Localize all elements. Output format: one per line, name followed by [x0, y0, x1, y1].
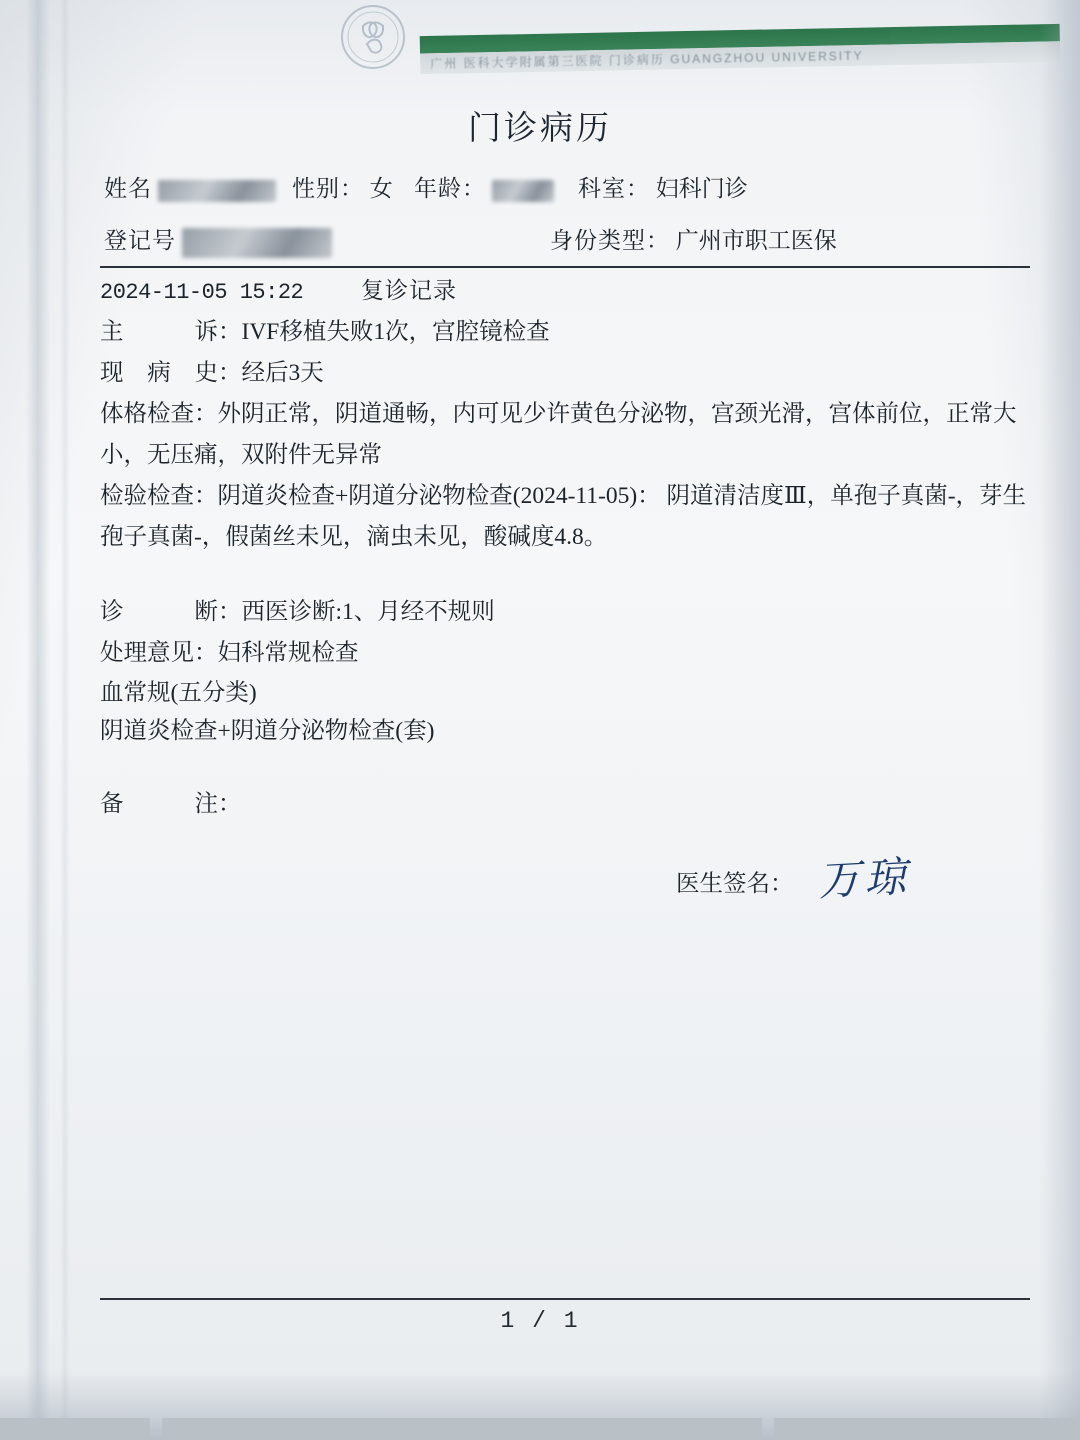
colon-6: ：: [194, 640, 218, 666]
plan-line-2-row: [100, 674, 1045, 712]
patient-age-field: [414, 170, 554, 203]
page-title: 门诊病历: [468, 111, 612, 147]
visit-type: 复诊记录: [360, 278, 457, 303]
patient-name-redaction: [158, 180, 276, 202]
plan-line-3: 阴道炎检查+阴道分泌物检查(套): [100, 718, 435, 744]
patient-gender-label: 性别：: [292, 176, 364, 201]
letterhead-band: [420, 24, 1061, 74]
right-edge-shadow: [1040, 0, 1080, 1440]
chief-complaint-row: [100, 312, 1045, 353]
page-number: 1 / 1: [500, 1308, 580, 1334]
department-field: [578, 170, 748, 203]
plan-label: 处理意见: [100, 640, 194, 666]
physical-exam-label: 体格检查: [100, 401, 194, 427]
insurance-type-field: [550, 222, 837, 255]
insurance-type-label: 身份类型：: [550, 228, 670, 253]
plan-line-1: 妇科常规检查: [217, 640, 359, 666]
department-value: 妇科门诊: [655, 176, 748, 201]
spacer-2: [100, 750, 1045, 784]
visit-datetime: 2024-11-05 15:22: [100, 280, 304, 305]
present-illness-row: [100, 353, 1045, 394]
lab-exam-label: 检验检查: [100, 483, 194, 509]
plan-line-3-row: [100, 712, 1045, 750]
colon-5: ：: [218, 599, 242, 625]
chief-complaint-value: IVF移植失败1次，宫腔镜检查: [241, 319, 550, 345]
diagnosis-value: 西医诊断:1、月经不规则: [241, 599, 495, 625]
doctor-signature-handwriting: 万琼: [817, 854, 912, 906]
lab-exam-row: [100, 476, 1045, 558]
doctor-signature-label: 医生签名：: [676, 871, 794, 897]
physical-exam-value: 外阴正常，阴道通畅，内可见少许黄色分泌物，宫颈光滑，宫体前位，正常大小，无压痛，双附件无异常: [100, 401, 1017, 468]
bottom-edge-bar-center: [162, 1418, 762, 1440]
patient-age-redaction: [492, 180, 554, 202]
hospital-seal-icon: [337, 4, 409, 70]
registration-number-redaction: [182, 228, 332, 258]
colon-3: ：: [194, 401, 218, 427]
diagnosis-label: 诊断: [100, 599, 218, 625]
header-divider: [100, 266, 1030, 268]
present-illness-value: 经后3天: [241, 360, 324, 386]
visit-record-header: [100, 272, 457, 305]
patient-age-label: 年龄：: [414, 176, 486, 201]
colon-7: ：: [218, 791, 242, 817]
department-label: 科室：: [578, 176, 650, 201]
letterhead-band-text: 广州 医科大学附属第三医院 门诊病历 GUANGZHOU UNIVERSITY: [430, 48, 864, 71]
colon-4: ：: [194, 483, 218, 509]
lab-exam-value: 阴道炎检查+阴道分泌物检查(2024-11-05)： 阴道清洁度Ⅲ，单孢子真菌-，芽生孢子真菌-，假菌丝未见，滴虫未见，酸碱度4.8。: [100, 483, 1027, 550]
colon-1: ：: [218, 319, 242, 345]
patient-gender-value: 女: [369, 176, 393, 201]
paper-fold-shadow: [26, 0, 50, 1440]
diagnosis-row: [100, 592, 1045, 633]
chief-complaint-label: 主诉: [100, 319, 218, 345]
remark-row: [100, 784, 1045, 825]
present-illness-label: 现病史: [100, 360, 218, 386]
record-body: [100, 312, 1045, 825]
patient-gender-field: [292, 170, 393, 203]
patient-name-label: 姓名: [104, 176, 152, 201]
patient-name-field: [104, 170, 276, 203]
bottom-edge-bar-left: [0, 1418, 150, 1440]
spacer-1: [100, 558, 1045, 592]
insurance-type-value: 广州市职工医保: [675, 228, 837, 253]
registration-number-label: 登记号: [104, 228, 176, 253]
physical-exam-row: [100, 394, 1045, 476]
registration-number-field: [104, 222, 332, 258]
colon-2: ：: [218, 360, 242, 386]
plan-line-2: 血常规(五分类): [100, 680, 257, 706]
plan-row: [100, 633, 1045, 674]
footer-divider: [100, 1298, 1030, 1300]
remark-label: 备注: [100, 791, 218, 817]
bottom-edge-bar-right: [774, 1418, 1080, 1440]
paper-fold-shadow-secondary: [60, 0, 70, 1440]
